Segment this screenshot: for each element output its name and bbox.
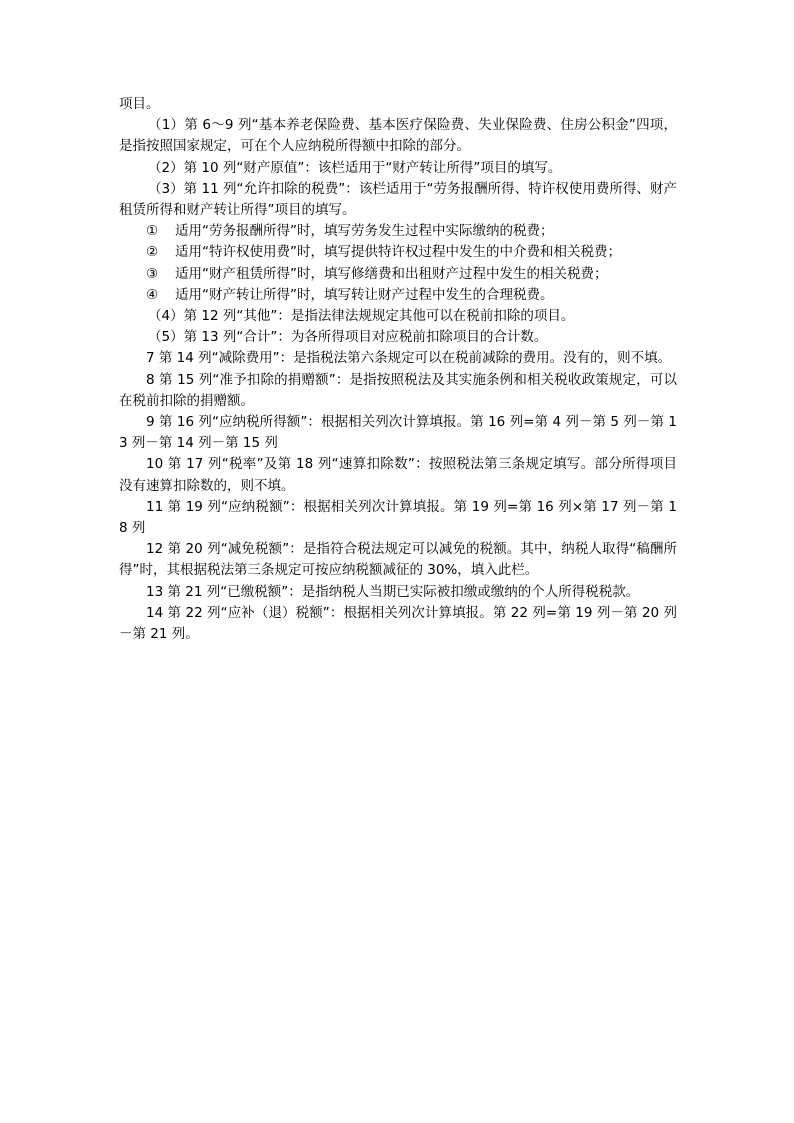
paragraph-section-8: 8 第 15 列“准予扣除的捐赠额”：是指按照税法及其实施条例和相关税收政策规定，可以在税前扣除的捐赠额。: [119, 371, 677, 409]
paragraph-item-3: （3）第 11 列“允许扣除的税费”：该栏适用于“劳务报酬所得、特许权使用费所得、财产租赁所得和财产转让所得”项目的填写。: [119, 180, 677, 219]
circled-number-3: ③: [146, 265, 159, 282]
paragraph-section-11: 11 第 19 列“应纳税额”：根据相关列次计算填报。第 19 列=第 16 列×第 17 列－第 18 列: [119, 498, 677, 537]
paragraph-item-1: （1）第 6～9 列“基本养老保险费、基本医疗保险费、失业保险费、住房公积金”四项，是指按照国家规定，可在个人应纳税所得额中扣除的部分。: [119, 117, 677, 155]
paragraph-section-13: 13 第 21 列“已缴税额”：是指纳税人当期已实际被扣缴或缴纳的个人所得税税款。: [146, 583, 640, 600]
circled-item-4: [119, 285, 677, 306]
paragraph-section-14: 14 第 22 列“应补（退）税额”：根据相关列次计算填报。第 22 列=第 19 列－第 20 列－第 21 列。: [119, 604, 677, 643]
circled-item-3-text: 适用“财产租赁所得”时，填写修缮费和出租财产过程中发生的相关税费；: [175, 265, 608, 282]
circled-item-1: [119, 221, 677, 242]
circled-number-2: ②: [146, 244, 159, 261]
document-body: [119, 94, 677, 645]
circled-item-3: [119, 264, 677, 285]
paragraph-item-5: （5）第 13 列“合计”：为各所得项目对应税前扣除项目的合计数。: [148, 329, 548, 346]
circled-item-2-text: 适用“特许权使用费”时，填写提供特许权过程中发生的中介费和相关税费；: [175, 244, 621, 261]
paragraph-section-7: 7 第 14 列“减除费用”：是指税法第六条规定可以在税前减除的费用。没有的，则不填。: [146, 350, 672, 367]
circled-item-2: [119, 242, 677, 263]
circled-number-4: ④: [146, 286, 159, 303]
paragraph-section-10: 10 第 17 列“税率”及第 18 列“速算扣除数”：按照税法第三条规定填写。部分所得项目没有速算扣除数的，则不填。: [119, 456, 677, 494]
circled-item-1-text: 适用“劳务报酬所得”时，填写劳务发生过程中实际缴纳的税费；: [175, 223, 554, 240]
paragraph-item-2: （2）第 10 列“财产原值”：该栏适用于“财产转让所得”项目的填写。: [148, 159, 562, 176]
paragraph-section-9: 9 第 16 列“应纳税所得额”：根据相关列次计算填报。第 16 列=第 4 列－第 5 列－第 13 列－第 14 列－第 15 列: [119, 414, 677, 452]
circled-number-1: ①: [146, 223, 159, 240]
circled-item-4-text: 适用“财产转让所得”时，填写转让财产过程中发生的合理税费。: [175, 286, 554, 303]
paragraph-item-4: （4）第 12 列“其他”：是指法律法规规定其他可以在税前扣除的项目。: [148, 308, 575, 325]
paragraph-continuation: 项目。: [119, 96, 160, 112]
paragraph-section-12: 12 第 20 列“减免税额”：是指符合税法规定可以减免的税额。其中，纳税人取得“稿酬所得”时，其根据税法第三条规定可按应纳税额减征的 30%，填入此栏。: [119, 541, 677, 579]
